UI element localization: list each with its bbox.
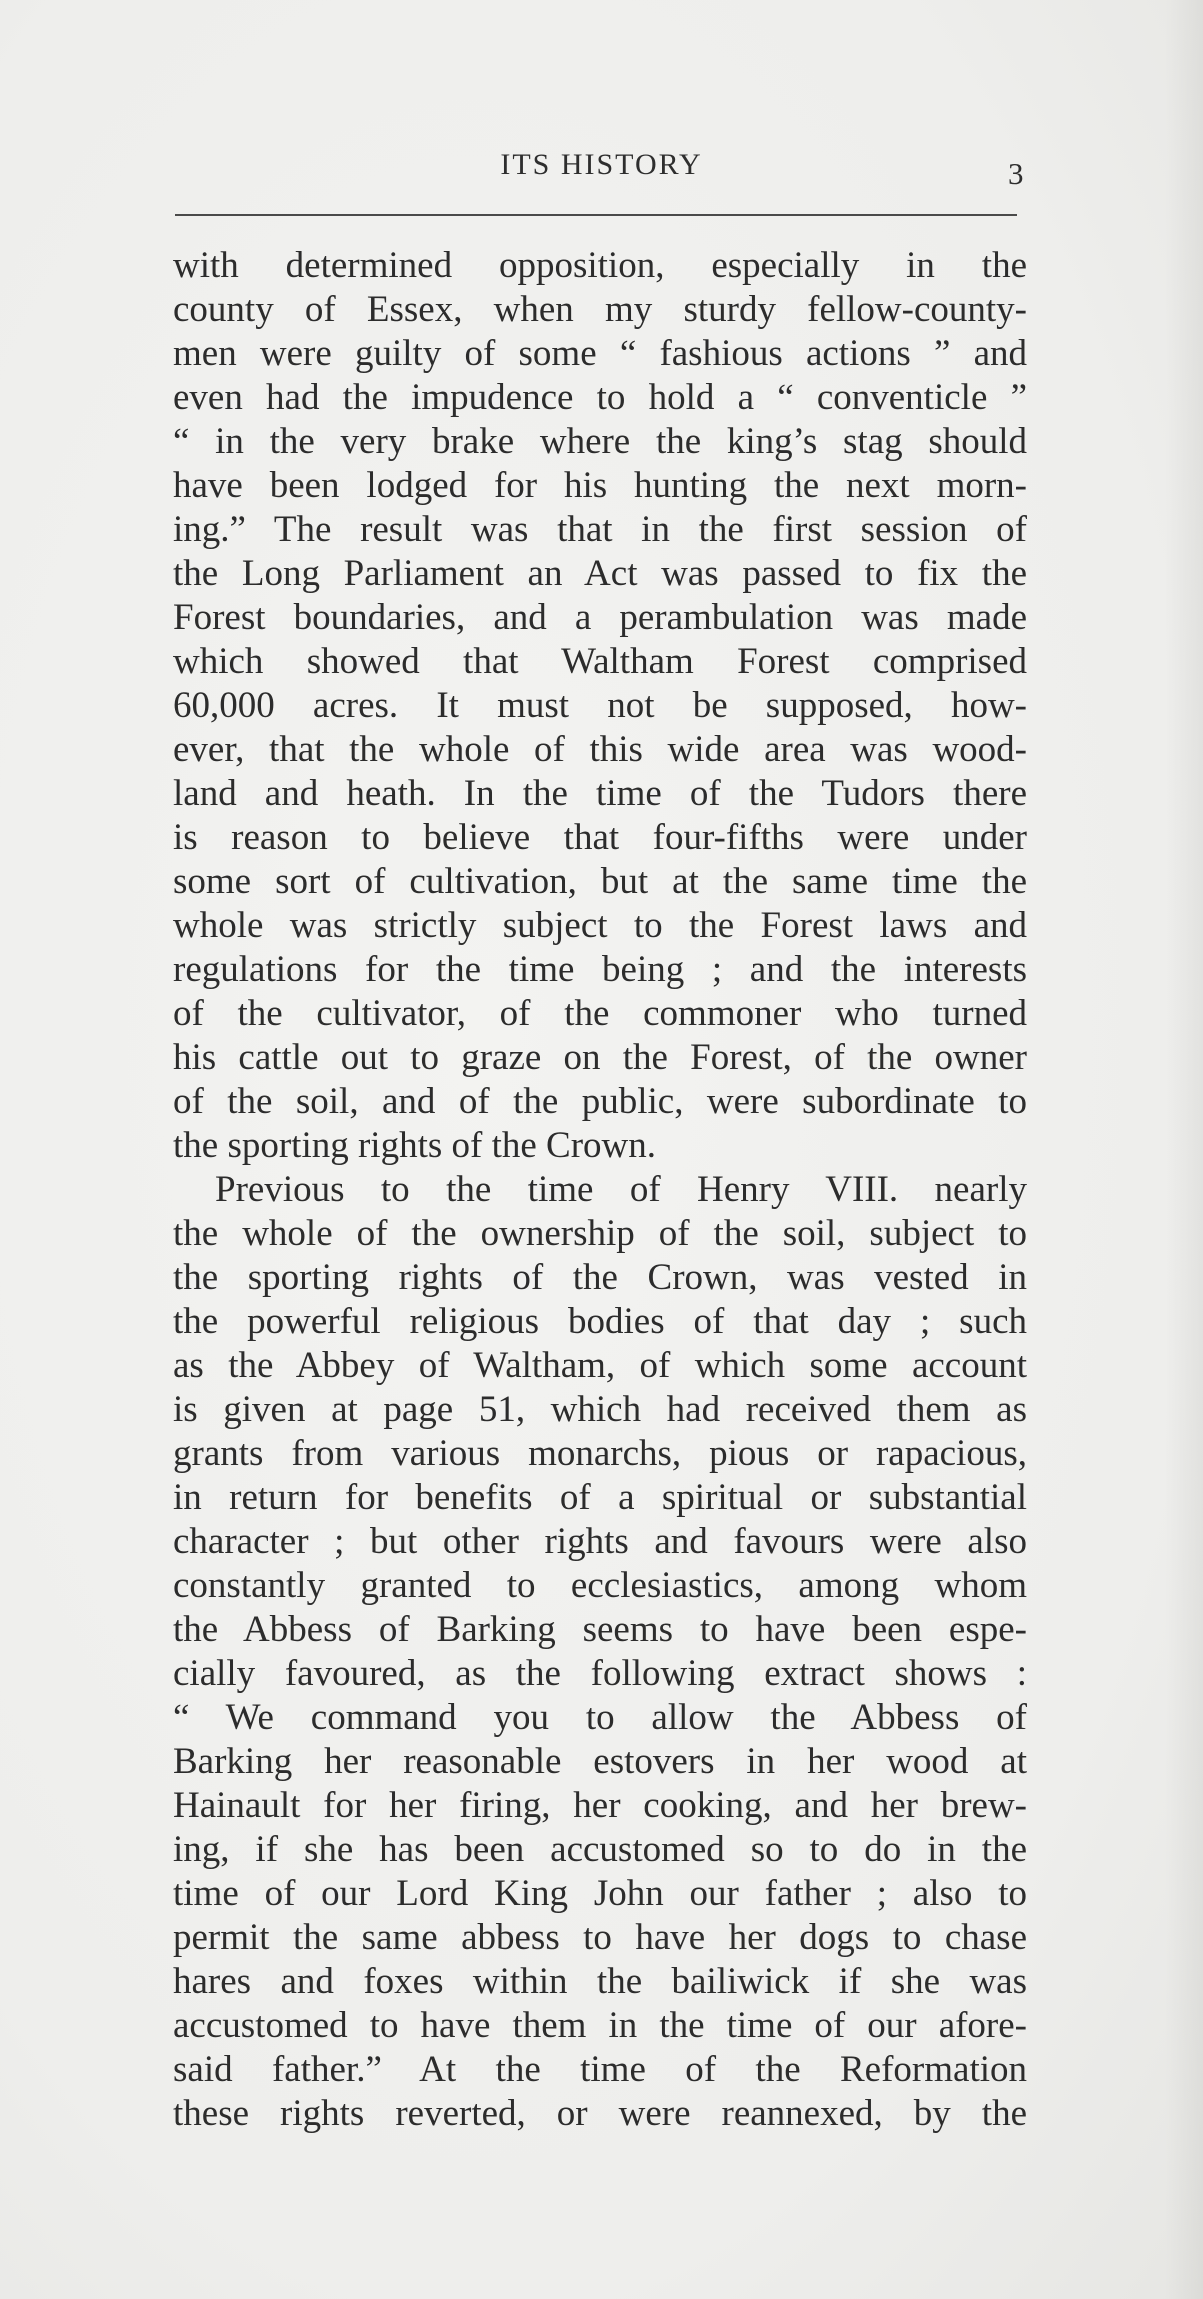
text-line: which showed that Waltham Forest comprised: [173, 641, 1027, 682]
text-line: of the cultivator, of the commoner who turned: [173, 993, 1027, 1034]
body-text: [173, 244, 1027, 2136]
text-line: the sporting rights of the Crown, was vested in: [173, 1257, 1027, 1298]
text-line: said father.” At the time of the Reformation: [173, 2049, 1027, 2090]
text-line: Barking her reasonable estovers in her wood at: [173, 1741, 1027, 1782]
text-line: is reason to believe that four-fifths were under: [173, 817, 1027, 858]
header-rule: [175, 214, 1017, 216]
text-line: is given at page 51, which had received them as: [173, 1389, 1027, 1430]
text-line: county of Essex, when my sturdy fellow-county-: [173, 289, 1027, 330]
running-title: ITS HISTORY: [500, 148, 703, 181]
text-line: “ in the very brake where the king’s stag should: [173, 421, 1027, 462]
text-line: with determined opposition, especially in the: [173, 245, 1027, 286]
text-line: his cattle out to graze on the Forest, of the owner: [173, 1037, 1027, 1078]
running-head: [0, 148, 1203, 191]
text-line: as the Abbey of Waltham, of which some account: [173, 1345, 1027, 1386]
text-line: time of our Lord King John our father ; also to: [173, 1873, 1027, 1914]
text-line: cially favoured, as the following extract shows :: [173, 1653, 1027, 1694]
text-line: permit the same abbess to have her dogs to chase: [173, 1917, 1027, 1958]
text-line: ever, that the whole of this wide area was wood-: [173, 729, 1027, 770]
text-line: Forest boundaries, and a perambulation was made: [173, 597, 1027, 638]
text-line: the whole of the ownership of the soil, subject to: [173, 1213, 1027, 1254]
text-line: in return for benefits of a spiritual or substantial: [173, 1477, 1027, 1518]
text-line: ing.” The result was that in the first session of: [173, 509, 1027, 550]
text-line: some sort of cultivation, but at the same time the: [173, 861, 1027, 902]
text-line: the Abbess of Barking seems to have been espe-: [173, 1609, 1027, 1650]
text-line: character ; but other rights and favours were also: [173, 1521, 1027, 1562]
text-line: these rights reverted, or were reannexed, by the: [173, 2093, 1027, 2134]
text-line: the Long Parliament an Act was passed to fix the: [173, 553, 1027, 594]
text-line: men were guilty of some “ fashious actions ” and: [173, 333, 1027, 374]
text-line: ing, if she has been accustomed so to do in the: [173, 1829, 1027, 1870]
page-edge-shading: [1165, 0, 1203, 2299]
text-line: Hainault for her firing, her cooking, and her brew-: [173, 1785, 1027, 1826]
page-number: 3: [1008, 156, 1024, 191]
text-line: regulations for the time being ; and the interests: [173, 949, 1027, 990]
text-line: even had the impudence to hold a “ conventicle ”: [173, 377, 1027, 418]
paragraph-first-line: Previous to the time of Henry VIII. nearly: [215, 1169, 1027, 1210]
paragraph-end-line: the sporting rights of the Crown.: [173, 1125, 657, 1166]
text-line: grants from various monarchs, pious or rapacious,: [173, 1433, 1027, 1474]
text-line: 60,000 acres. It must not be supposed, how-: [173, 685, 1027, 726]
text-line: have been lodged for his hunting the next morn-: [173, 465, 1027, 506]
text-line: whole was strictly subject to the Forest laws and: [173, 905, 1027, 946]
text-line: the powerful religious bodies of that day ; such: [173, 1301, 1027, 1342]
text-line: “ We command you to allow the Abbess of: [173, 1697, 1027, 1738]
text-line: land and heath. In the time of the Tudors there: [173, 773, 1027, 814]
text-line: hares and foxes within the bailiwick if she was: [173, 1961, 1027, 2002]
text-line: constantly granted to ecclesiastics, among whom: [173, 1565, 1027, 1606]
text-line: accustomed to have them in the time of our afore-: [173, 2005, 1027, 2046]
text-line: of the soil, and of the public, were subordinate to: [173, 1081, 1027, 1122]
